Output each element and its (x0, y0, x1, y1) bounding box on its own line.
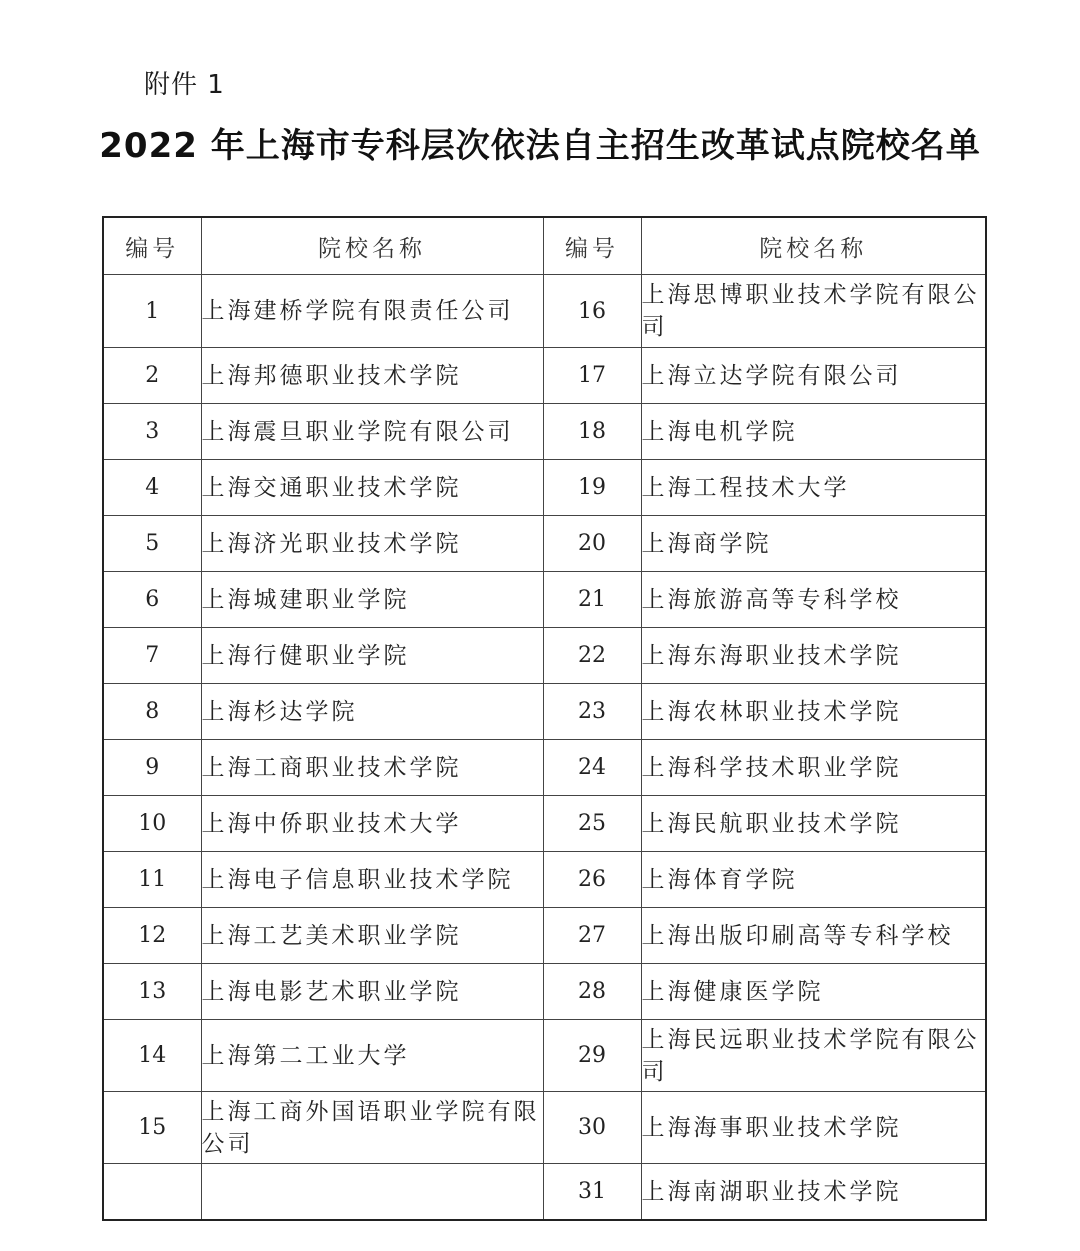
college-name: 上海中侨职业技术大学 (201, 796, 543, 852)
row-number: 12 (103, 908, 201, 964)
row-number (103, 1164, 201, 1221)
row-number: 1 (103, 275, 201, 348)
college-name: 上海电机学院 (641, 404, 986, 460)
row-number: 18 (543, 404, 641, 460)
row-number: 23 (543, 684, 641, 740)
row-number: 9 (103, 740, 201, 796)
college-name: 上海工程技术大学 (641, 460, 986, 516)
table-row (103, 516, 986, 572)
row-number: 20 (543, 516, 641, 572)
table-row (103, 460, 986, 516)
row-number: 26 (543, 852, 641, 908)
row-number: 2 (103, 348, 201, 404)
college-name: 上海交通职业技术学院 (201, 460, 543, 516)
college-name: 上海南湖职业技术学院 (641, 1164, 986, 1221)
table-header-row (103, 217, 986, 275)
row-number: 15 (103, 1092, 201, 1164)
college-name: 上海体育学院 (641, 852, 986, 908)
row-number: 28 (543, 964, 641, 1020)
row-number: 3 (103, 404, 201, 460)
row-number: 22 (543, 628, 641, 684)
table-row (103, 740, 986, 796)
row-number: 19 (543, 460, 641, 516)
college-name: 上海立达学院有限公司 (641, 348, 986, 404)
table-row (103, 404, 986, 460)
row-number: 31 (543, 1164, 641, 1221)
college-name: 上海民航职业技术学院 (641, 796, 986, 852)
row-number: 25 (543, 796, 641, 852)
college-name: 上海工商职业技术学院 (201, 740, 543, 796)
college-name: 上海电子信息职业技术学院 (201, 852, 543, 908)
row-number: 4 (103, 460, 201, 516)
row-number: 5 (103, 516, 201, 572)
table-row (103, 275, 986, 348)
table-row (103, 852, 986, 908)
table-row (103, 1092, 986, 1164)
table-row (103, 348, 986, 404)
college-name: 上海第二工业大学 (201, 1020, 543, 1092)
table-row (103, 1020, 986, 1092)
college-name (201, 1164, 543, 1221)
row-number: 29 (543, 1020, 641, 1092)
college-list-table (102, 216, 987, 1221)
table-row (103, 908, 986, 964)
table-row (103, 628, 986, 684)
table-row (103, 1164, 986, 1221)
header-college-name-2: 院校名称 (641, 217, 986, 275)
college-name: 上海思博职业技术学院有限公司 (641, 275, 986, 348)
college-name: 上海出版印刷高等专科学校 (641, 908, 986, 964)
college-name: 上海工艺美术职业学院 (201, 908, 543, 964)
header-college-name: 院校名称 (201, 217, 543, 275)
college-name: 上海杉达学院 (201, 684, 543, 740)
college-name: 上海东海职业技术学院 (641, 628, 986, 684)
college-name: 上海电影艺术职业学院 (201, 964, 543, 1020)
table-row (103, 684, 986, 740)
row-number: 8 (103, 684, 201, 740)
college-name: 上海行健职业学院 (201, 628, 543, 684)
college-name: 上海商学院 (641, 516, 986, 572)
attachment-label: 附件 1 (144, 70, 225, 100)
college-name: 上海民远职业技术学院有限公司 (641, 1020, 986, 1092)
college-name: 上海震旦职业学院有限公司 (201, 404, 543, 460)
header-number-2: 编号 (543, 217, 641, 275)
college-name: 上海济光职业技术学院 (201, 516, 543, 572)
college-name: 上海工商外国语职业学院有限公司 (201, 1092, 543, 1164)
table-row (103, 964, 986, 1020)
row-number: 24 (543, 740, 641, 796)
header-number: 编号 (103, 217, 201, 275)
document-title: 2022 年上海市专科层次依法自主招生改革试点院校名单 (99, 126, 981, 166)
college-name: 上海城建职业学院 (201, 572, 543, 628)
row-number: 13 (103, 964, 201, 1020)
table-row (103, 572, 986, 628)
row-number: 27 (543, 908, 641, 964)
row-number: 17 (543, 348, 641, 404)
row-number: 30 (543, 1092, 641, 1164)
row-number: 16 (543, 275, 641, 348)
college-name: 上海健康医学院 (641, 964, 986, 1020)
row-number: 10 (103, 796, 201, 852)
college-name: 上海农林职业技术学院 (641, 684, 986, 740)
college-name: 上海海事职业技术学院 (641, 1092, 986, 1164)
row-number: 7 (103, 628, 201, 684)
college-name: 上海科学技术职业学院 (641, 740, 986, 796)
table-row (103, 796, 986, 852)
row-number: 14 (103, 1020, 201, 1092)
row-number: 11 (103, 852, 201, 908)
college-name: 上海旅游高等专科学校 (641, 572, 986, 628)
college-name: 上海建桥学院有限责任公司 (201, 275, 543, 348)
college-name: 上海邦德职业技术学院 (201, 348, 543, 404)
row-number: 6 (103, 572, 201, 628)
row-number: 21 (543, 572, 641, 628)
